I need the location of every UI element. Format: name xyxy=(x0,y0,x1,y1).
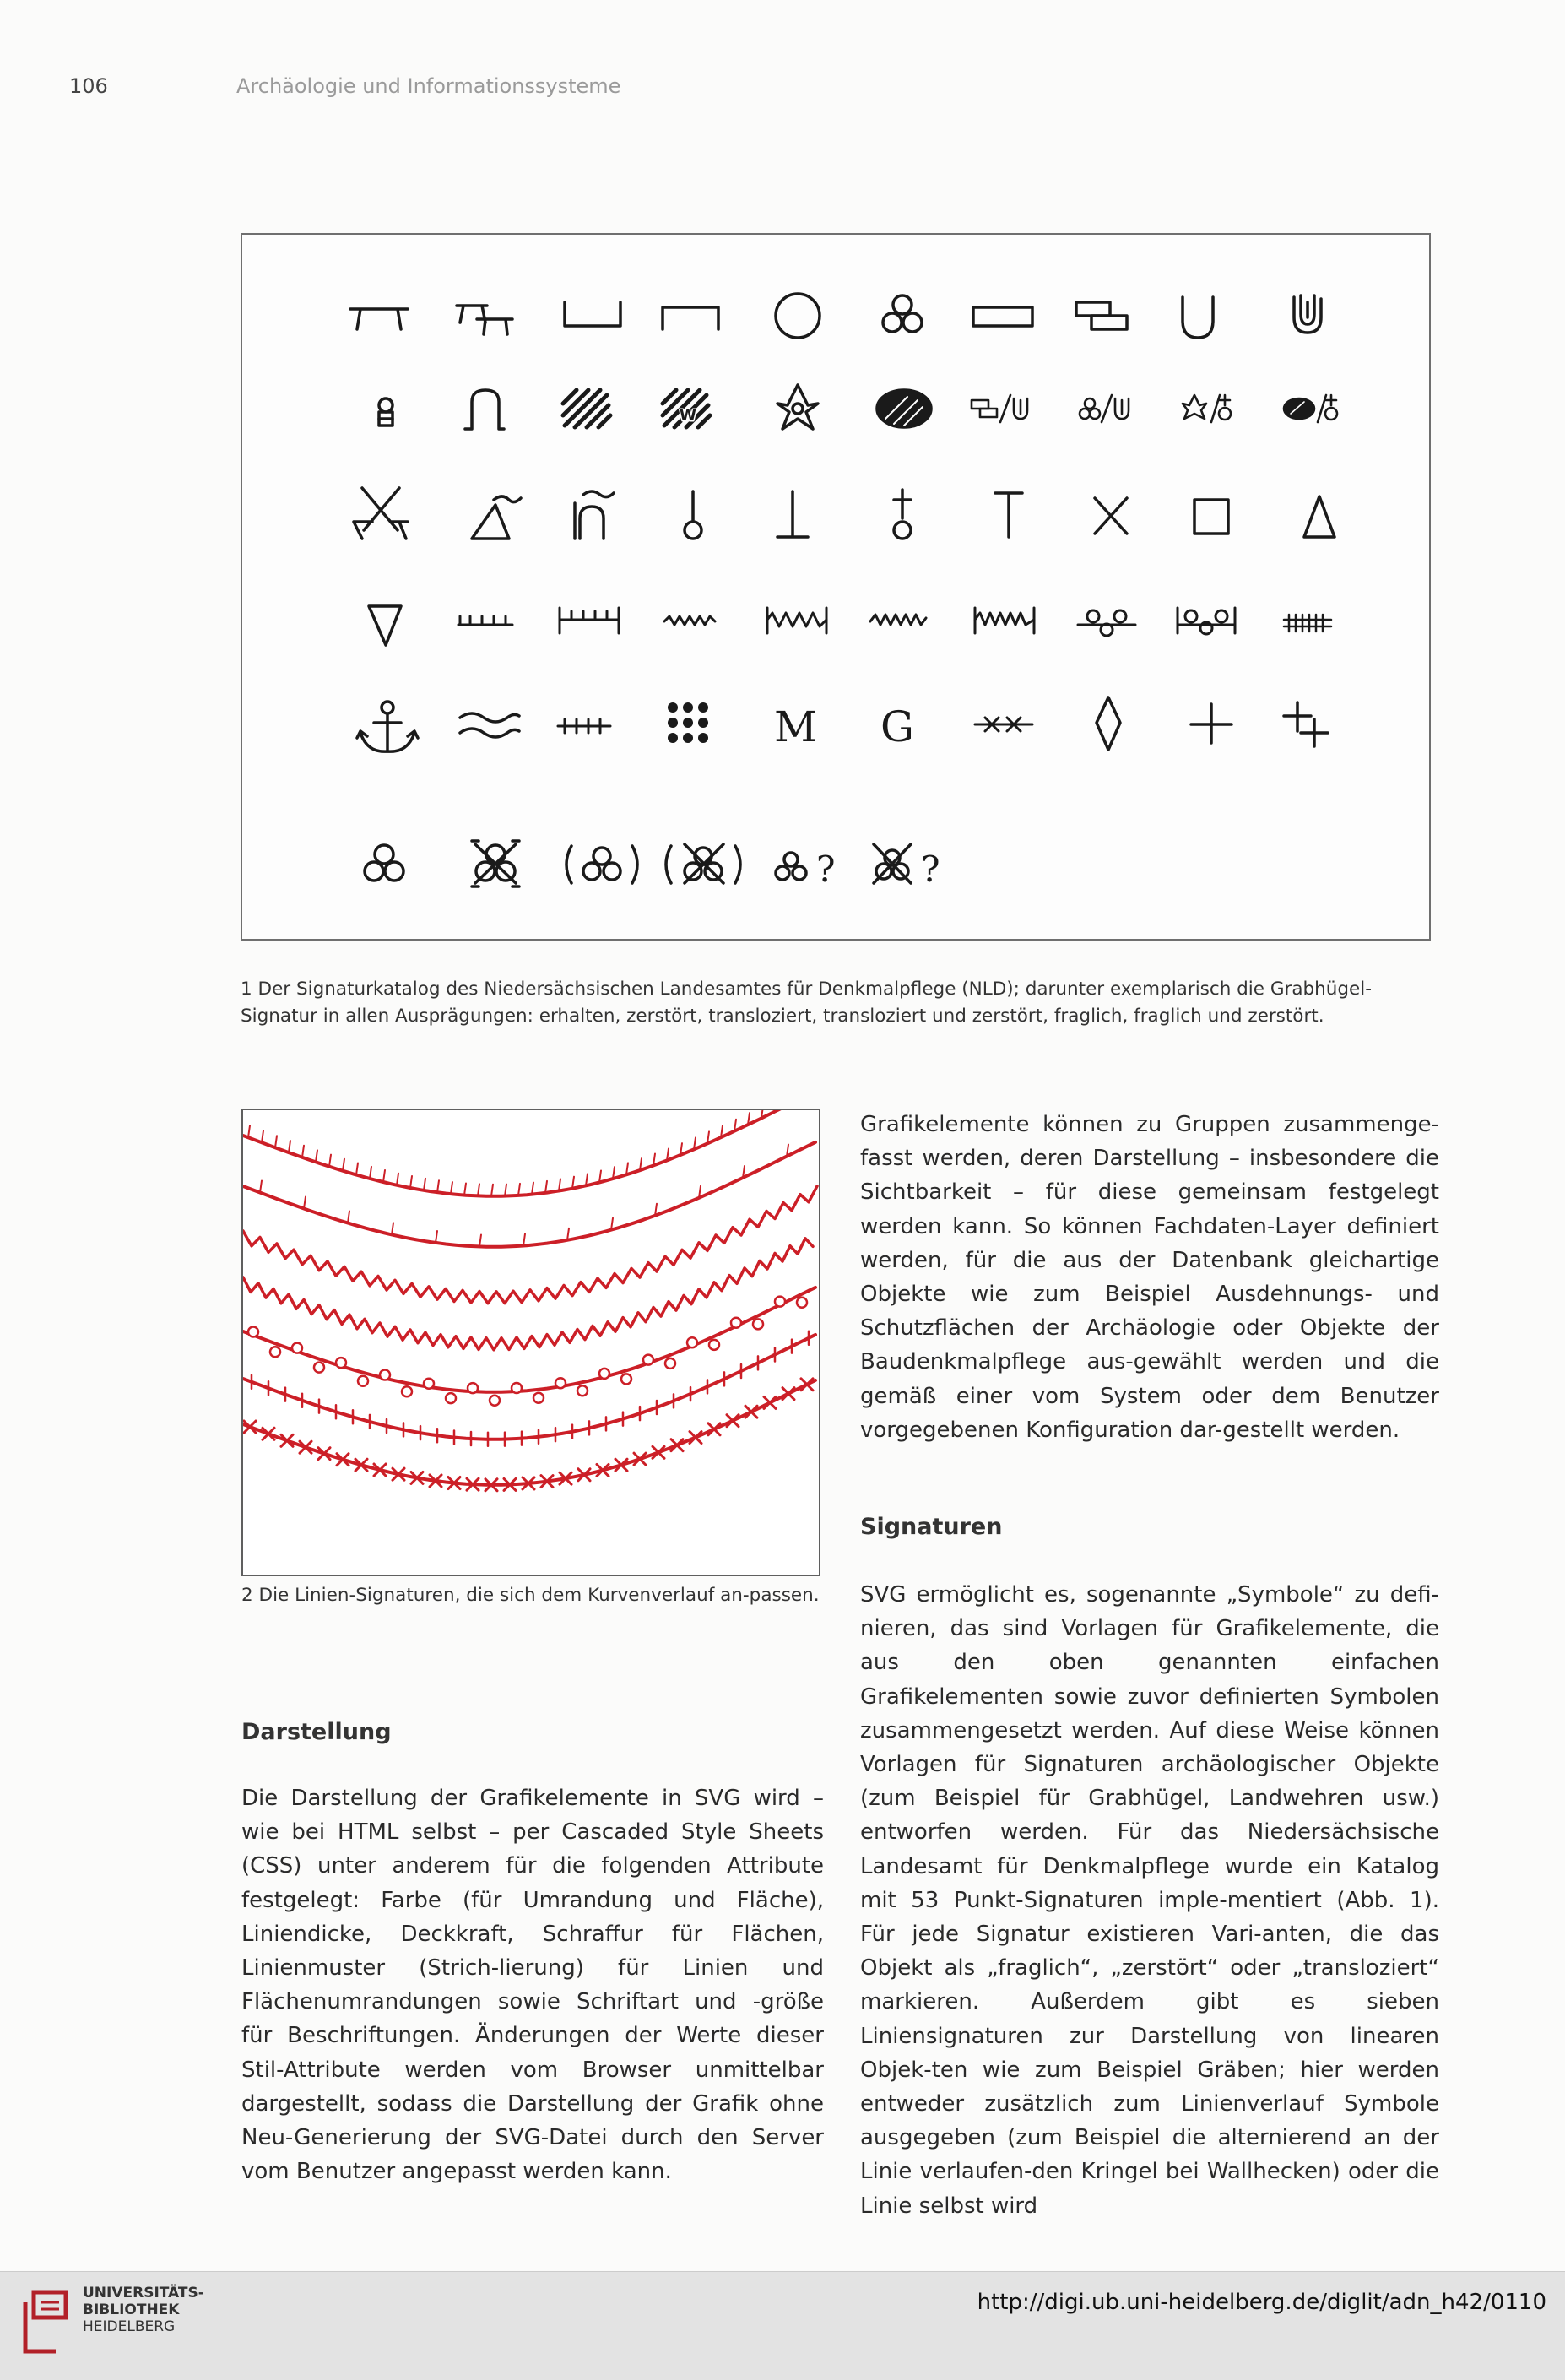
heading-darstellung: Darstellung xyxy=(241,1719,392,1745)
open-rect-up-symbol xyxy=(565,302,620,326)
dot-grid-symbol xyxy=(668,702,708,743)
burial-mound-translocated-destroyed-symbol xyxy=(666,844,740,883)
t-symbol xyxy=(995,493,1022,537)
keyhole-symbol xyxy=(379,398,393,426)
dagger-circle-symbol xyxy=(685,491,701,539)
triangle-symbol xyxy=(1304,496,1335,537)
double-u-symbol xyxy=(1294,295,1321,333)
bracket-ring-symbol xyxy=(1178,608,1235,634)
cross-circle-symbol xyxy=(894,490,911,539)
triangle-tilde-symbol xyxy=(472,496,521,539)
bracket-zigzag-symbol xyxy=(975,608,1034,633)
crossed-hammers-symbol xyxy=(354,488,408,539)
burial-mound-destroyed-symbol xyxy=(472,841,519,886)
footer-bar xyxy=(0,2271,1565,2380)
figure2-caption: 2 Die Linien-Signaturen, die sich dem Kurvenverlauf an-passen. xyxy=(241,1585,820,1606)
bracket-wave-symbol xyxy=(767,608,826,633)
running-title: Archäologie und Informationssysteme xyxy=(236,74,621,98)
double-rect-symbol xyxy=(1076,302,1127,329)
paragraph-grouping: Grafikelemente können zu Gruppen zusammenge-fasst werden, deren Darstellung – insbesondere die Sichtbarkeit – für diese gemeinsam festgelegt werden kann. So können Fachdaten-Layer definiert werden, für die aus der Datenbank gleichartige Objekte wie zum Beispiel Ausdehnungs- und Schutzflächen der Archäologie oder Objekte der Baudenkmalpflege aus-gewählt werden und die gemäß einer vom System oder dem Benutzer vorgegebenen Konfiguration dar-gestellt werden. xyxy=(860,1112,1439,1443)
logo-line-3: HEIDELBERG xyxy=(83,2318,176,2335)
paragraph-darstellung: Die Darstellung der Grafikelemente in SVG wird – wie bei HTML selbst – per Cascaded Style Sheets (CSS) unter anderem für die folgenden Attribute festgelegt: Farbe (für Umrandung und Fläche), Liniendicke, Deckkraft, Schraffur für Flächen, Linienmuster (Strich-lierung) für Linien und Flächenumrandungen sowie Schriftart und -größe für Beschriftungen. Änderungen der Werte dieser Stil-Attribute werden vom Browser unmittelbar dargestellt, sodass die Darstellung der Grafik ohne Neu-Generierung der SVG-Datei durch den Server vom Benutzer angepasst werden kann. xyxy=(241,1786,824,2185)
line-signatures-figure xyxy=(241,1109,820,1576)
question-mark-1: ? xyxy=(816,848,836,890)
crossed-line-symbol xyxy=(975,718,1032,731)
library-logo-text xyxy=(83,2285,204,2335)
inverted-triangle-symbol xyxy=(369,606,401,645)
burial-mound-intact-symbol xyxy=(365,845,403,881)
rect-slash-u-symbol xyxy=(972,395,1027,422)
oval-slash-key-symbol xyxy=(1284,395,1337,422)
comb-line-symbol xyxy=(458,616,512,625)
logo-line-2: BIBLIOTHEK xyxy=(83,2301,180,2318)
double-wave-symbol xyxy=(460,713,519,737)
paragraph-signaturen: SVG ermöglicht es, sogenannte „Symbole“ zu defi-nieren, das sind Vorlagen für Grafikelemente, die aus den oben genannten einfachen Grafikelementen sowie zuvor definierten Symbolen zusammengesetzt werden. Auf diese Weise können Vorlagen für Signaturen archäologischer Objekte (zum Beispiel für Grabhügel, Landwehren usw.) entworfen werden. Für das Niedersächsische Landesamt für Denkmalpflege wurde ein Katalog mit 53 Punkt-Signaturen imple-mentiert (Abb. 1). Für jede Signatur existieren Vari-anten, die das Objekt als „fraglich“, „zerstört“ oder „transloziert“ markieren. Außerdem gibt es sieben Liniensignaturen zur Darstellung von linearen Objek-ten wie zum Beispiel Gräben; hier werden entweder zusätzlich zum Linienverlauf Symbole ausgegeben (zum Beispiel die alternierend an der Linie verlaufen-den Kringel bei Wallhecken) oder die Linie selbst wird xyxy=(860,1582,1439,2219)
plus-symbol xyxy=(1191,704,1232,743)
inverted-t-symbol xyxy=(777,491,808,537)
logo-line-1: UNIVERSITÄTS- xyxy=(83,2285,204,2301)
signature-catalog-figure xyxy=(241,233,1431,941)
burial-mound-translocated-symbol xyxy=(566,846,637,883)
heading-signaturen: Signaturen xyxy=(860,1514,1003,1540)
line-signature-crossbars xyxy=(243,1331,815,1446)
x-symbol xyxy=(1095,498,1127,534)
tick-line-symbol xyxy=(558,719,610,733)
source-url-link[interactable]: http://digi.ub.uni-heidelberg.de/diglit/adn_h42/0110 xyxy=(977,2290,1546,2315)
square-symbol xyxy=(1194,500,1228,534)
anchor-symbol xyxy=(357,702,418,751)
bracket-comb-symbol xyxy=(560,608,619,633)
letter-m-symbol: M xyxy=(774,702,818,751)
open-rect-down-symbol xyxy=(663,307,718,329)
line-signature-rings xyxy=(243,1288,815,1406)
u-symbol xyxy=(1183,297,1213,338)
table-symbol-1 xyxy=(350,309,408,329)
diamond-symbol xyxy=(1097,697,1120,750)
circles-slash-u-symbol xyxy=(1080,395,1129,422)
line-signature-crosses xyxy=(243,1379,815,1491)
question-mark-2: ? xyxy=(921,848,940,890)
zigzag-line-symbol xyxy=(870,615,926,625)
table-symbol-2 xyxy=(457,306,512,334)
three-circles-symbol xyxy=(883,295,922,332)
circle-symbol xyxy=(776,294,820,338)
rectangle-symbol xyxy=(973,307,1032,326)
burial-mound-questionable-symbol xyxy=(776,853,806,880)
ring-line-symbol xyxy=(1078,610,1135,636)
letter-g-symbol: G xyxy=(880,702,914,751)
star-symbol xyxy=(777,385,818,429)
n-tilde-symbol xyxy=(575,491,614,539)
arch-symbol xyxy=(465,390,504,429)
hatch-letter: W xyxy=(680,407,696,425)
wave-line-symbol xyxy=(664,616,715,625)
figure1-caption: 1 Der Signaturkatalog des Niedersächsischen Landesamtes für Denkmalpflege (NLD); darunter exemplarisch die Grabhügel-Signatur in allen Ausprägungen: erhalten, zerstört, transloziert, transloziert und zerstört, fraglich, fraglich und zerstört. xyxy=(241,979,1373,1027)
library-logo-icon xyxy=(17,2284,76,2366)
page-number: 106 xyxy=(69,74,108,98)
hatched-oval-symbol xyxy=(877,390,931,427)
hatched-square-symbol xyxy=(563,390,610,427)
star-slash-key-symbol xyxy=(1183,395,1231,422)
hash-line-symbol xyxy=(1284,615,1331,632)
double-plus-symbol xyxy=(1284,702,1328,746)
burial-mound-questionable-destroyed-symbol xyxy=(874,844,911,883)
